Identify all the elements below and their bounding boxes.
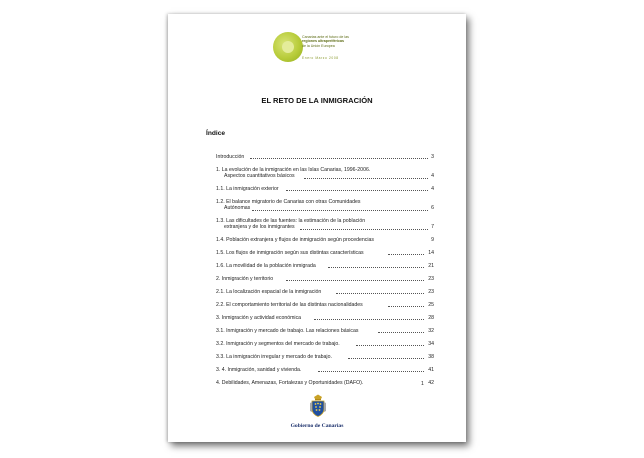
- toc-entry: 2. Inmigración y territorio 23: [216, 276, 434, 282]
- toc-page: 14: [428, 250, 434, 256]
- toc-page: 41: [428, 367, 434, 373]
- document-title: EL RETO DE LA INMIGRACIÓN: [261, 96, 373, 105]
- toc-page: 34: [428, 341, 434, 347]
- toc-page: 42: [428, 380, 434, 386]
- toc-entry: 3. 4. Inmigración, sanidad y vivienda. 41: [216, 367, 434, 373]
- coat-of-arms-icon: [308, 394, 328, 418]
- toc-entry: 3.3. La inmigración irregular y mercado de trabajo. 38: [216, 354, 434, 360]
- toc-page: 3: [431, 154, 434, 160]
- toc-page: 32: [428, 328, 434, 334]
- toc-page: 21: [428, 263, 434, 269]
- toc-entry: 3.2. Inmigración y segmentos del mercado de trabajo. 34: [216, 341, 434, 347]
- logo-line-1: Canarias ante el futuro de las: [302, 35, 349, 39]
- toc-entry: 1.2. El balance migratorio de Canarias con otras Comunidades Autónomas 6: [216, 199, 434, 212]
- toc-entry: Introducción 3: [216, 154, 434, 160]
- toc-entry: 3.1. Inmigración y mercado de trabajo. Las relaciones básicas 32: [216, 328, 434, 334]
- toc-entry: 1.4. Población extranjera y flujos de inmigración según procedencias 9: [216, 237, 434, 243]
- toc-entry: 2.1. La localización espacial de la inmigración 23: [216, 289, 434, 295]
- toc-entry: 1. La evolución de la inmigración en las Islas Canarias, 1996-2006. Aspectos cuantitativos básicos 4: [216, 167, 434, 180]
- toc-page: 23: [428, 289, 434, 295]
- logo-line-2: regiones ultraperiféricas: [302, 39, 344, 44]
- toc-entry: 4. Debilidades, Amenazas, Fortalezas y Oportunidades (DAFO). 42: [216, 380, 434, 386]
- logo-date: Enero Marzo 2008: [302, 56, 339, 60]
- canarias-logo: [273, 32, 363, 66]
- toc-page: 7: [431, 224, 434, 231]
- page-number: 1: [421, 381, 424, 387]
- index-heading: Índice: [206, 130, 226, 137]
- logo-emblem-icon: [273, 32, 303, 62]
- toc-entry: 2.2. El comportamiento territorial de las distintas nacionalidades 25: [216, 302, 434, 308]
- toc-entry: 1.3. Las dificultades de las fuentes: la estimación de la población extranjera y de los inmigrantes 7: [216, 218, 434, 231]
- toc-page: 4: [431, 186, 434, 192]
- toc-page: 28: [428, 315, 434, 321]
- toc-entry: 1.1. La inmigración exterior 4: [216, 186, 434, 192]
- document-page: [168, 14, 466, 442]
- toc-entry: 1.5. Los flujos de inmigración según sus distintas características 14: [216, 250, 434, 256]
- toc-entry: 1.6. La movilidad de la población inmigrada 21: [216, 263, 434, 269]
- toc-page: 9: [431, 237, 434, 243]
- toc-page: 6: [431, 205, 434, 212]
- toc-page: 4: [431, 173, 434, 180]
- toc-entry: 3. Inmigración y actividad económica 28: [216, 315, 434, 321]
- logo-line-3: de la Unión Europea: [302, 43, 335, 48]
- toc-page: 25: [428, 302, 434, 308]
- government-name: Gobierno de Canarias: [290, 423, 344, 429]
- toc-page: 38: [428, 354, 434, 360]
- toc-page: 23: [428, 276, 434, 282]
